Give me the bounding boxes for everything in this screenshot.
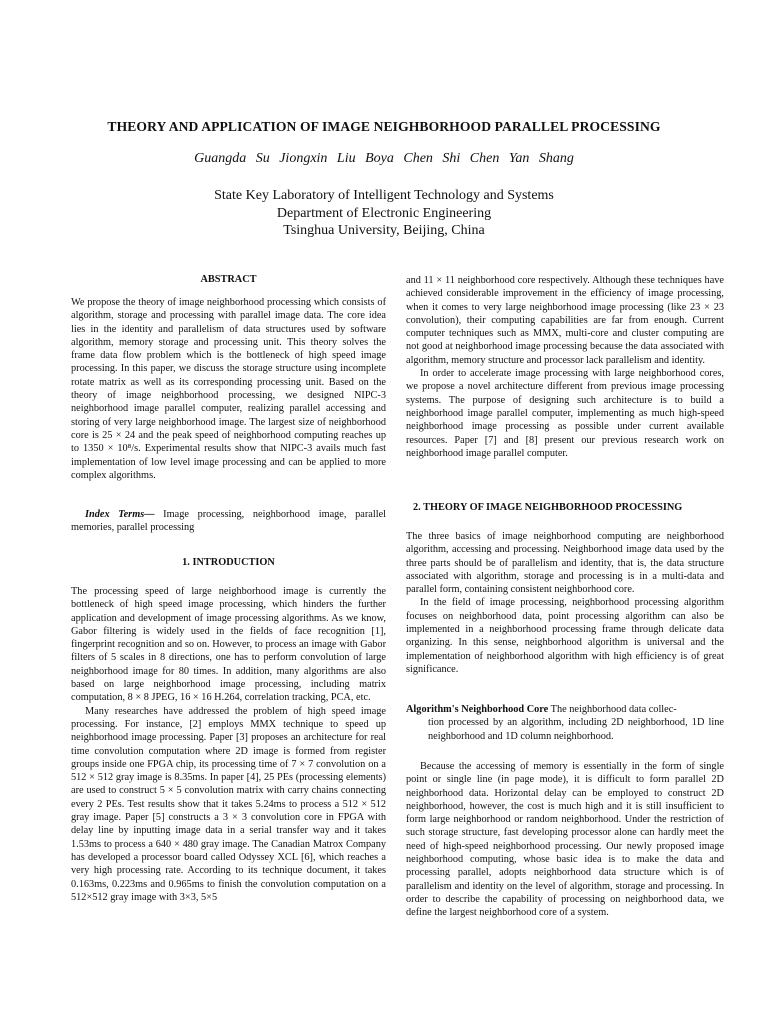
affiliation-university: Tsinghua University, Beijing, China [283,223,485,238]
abstract-text: We propose the theory of image neighborhood processing which consists of algorithm, storage and processing with parallel image data. The core idea lies in the identity and parallelism of data structures used by software algorithm, memory storage and processing unit. This theory solves the frame data flow problem which is the bottleneck of high speed image processing. In this paper, we discuss the storage structure using incomplete rotate matrix as well as its corresponding processing unit. Based on the theory of image neighborhood processing, we designed NIPC-3 neighborhood image parallel computer, realizing parallel accessing and storing of very large neighborhood image. The largest size of neighborhood core is 25 × 24 and the peak speed of neighborhood computing reaches up to 1350 × 10⁸/s. Experimental results show that NIPC-3 avails much fast implementation of low level image processing and can be applied to more complex algorithms. [71,297,386,481]
definition-neighborhood-core [406,703,724,743]
affiliation-department: Department of Electronic Engineering [276,206,492,221]
theory-paragraph-3: Because the accessing of memory is essentially in the form of single point or single line (in page mode), it is difficult to form parallel 2D neighborhood data. Horizontal delay can be employed to construct 2D neighborhood, however, the cost is much high and it is still insufficient to form large neighborhood or random neighborhood. Under the restriction of such storage structure, fast developing processor alone can hardly meet the need of high-speed neighborhood processing. Our newly proposed image neighborhood computing, whose basic idea is to make the data and processing parallel, adopts neighborhood data structure which is of parallelism and identity on the level of algorithm, storage and processing. In order to describe the capability of processing on neighborhood data, we define the largest neighborhood core of a system. [406,761,724,919]
index-terms [71,508,386,535]
intro-paragraph-2-cont: and 11 × 11 neighborhood core respectively. Although these techniques have achieved considerable improvement in the efficiency of image processing, when it comes to very large neighborhood image processing (like 23 × 23 convolution), their computing capabilities are far from enough. Current computer techniques such as MMX, multi-core and cluster computing are not good at neighborhood image processing because the data associated with algorithm, memory structure and processor lack parallelism and identity. [406,275,724,366]
definition-rest: tion processed by an algorithm, including 2D neighborhood, 1D line neighborhood and 1D column neighborhood. [428,717,724,742]
theory-body-2 [406,760,724,920]
affiliation-lab: State Key Laboratory of Intelligent Technology and Systems [214,188,554,203]
abstract-body [71,296,386,482]
intro-paragraph-3: In order to accelerate image processing with large neighborhood cores, we propose a novel architecture different from previous image processing systems. The purpose of designing such architecture is to build a neighborhood image parallel computer, implementing as much high-speed neighborhood image processing as possible under current available resources. Paper [7] and [8] present our previous research work on neighborhood image parallel computer. [406,368,724,459]
theory-body [406,530,724,676]
paper-title: THEORY AND APPLICATION OF IMAGE NEIGHBORHOOD PARALLEL PROCESSING [107,119,661,134]
author-list: Guangda Su Jiongxin Liu Boya Chen Shi Chen Yan Shang [194,151,574,166]
definition-first-line: The neighborhood data collec- [548,704,677,715]
abstract-heading: ABSTRACT [200,274,257,285]
theory-paragraph-1: The three basics of image neighborhood computing are neighborhood algorithm, accessing and processing. Neighborhood image data used by the three parts should be of parallelism and identity, that is, the data structure associated with algorithm, storage and processing is in a multi-data and parallel form, containing consistent neighborhood core. [406,531,724,596]
intro-body-continued [406,274,724,460]
definition-label: Algorithm's Neighborhood Core [406,704,549,715]
theory-paragraph-2: In the field of image processing, neighborhood processing algorithm focuses on neighborhood data, point processing algorithm can also be implemented in a neighborhood processing frame through delicate data organizing. In this sense, neighborhood algorithm is universal and the implementation of neighborhood algorithm with high efficiency is of great significance. [406,597,724,675]
index-terms-label: Index Terms— [85,509,155,520]
theory-heading: 2. THEORY OF IMAGE NEIGHBORHOOD PROCESSING [413,502,683,513]
intro-body [71,585,386,904]
index-terms-text: Image processing, neighborhood image, parallel memories, parallel processing [71,509,386,534]
intro-heading: 1. INTRODUCTION [182,557,275,568]
intro-paragraph-1: The processing speed of large neighborhood image is currently the bottleneck of high speed image processing, which hinders the further application and development of image processing algorithms. As we know, Gabor filtering is widely used in the fields of face recognition [1], fingerprint recognition and so on. However, to process an image with Gabor filters of 5 scales in 8 directions, one has to perform convolution of large neighborhood image for 80 times. In addition, many algorithms are also based on large neighborhood image processing, including matrix computation, 8 × 8 JPEG, 16 × 16 H.264, correlation tracking, PCA, etc. [71,586,386,704]
intro-paragraph-2: Many researches have addressed the problem of high speed image processing. For instance, [2] employs MMX technique to speed up neighborhood image processing. Paper [3] proposes an architecture for real time convolution computation where 2D image is formed from register groups inside one FPGA chip, its processing time of 7 × 7 convolution on a 512 × 512 gray image is 8.35ms. In paper [4], 25 PEs (processing elements) are used to construct 5 × 5 convolution matrix with carry chains connecting every 2 PEs. Test results show that it takes 5.24ms to process a 512 × 512 gray image. Paper [5] constructs a 3 × 3 convolution core in FPGA with delay line by inputting image data in a serial transfer way and it takes 1.53ms to process a 640 × 480 gray image. The Canadian Matrox Company has developed a processor board called Odyssey XCL [6], which reaches a very high processing rate. According to its technique document, it takes 0.163ms, 0.223ms and 0.965ms to finish the convolution computation on a 512×512 gray image with 3×3, 5×5 [71,705,386,903]
